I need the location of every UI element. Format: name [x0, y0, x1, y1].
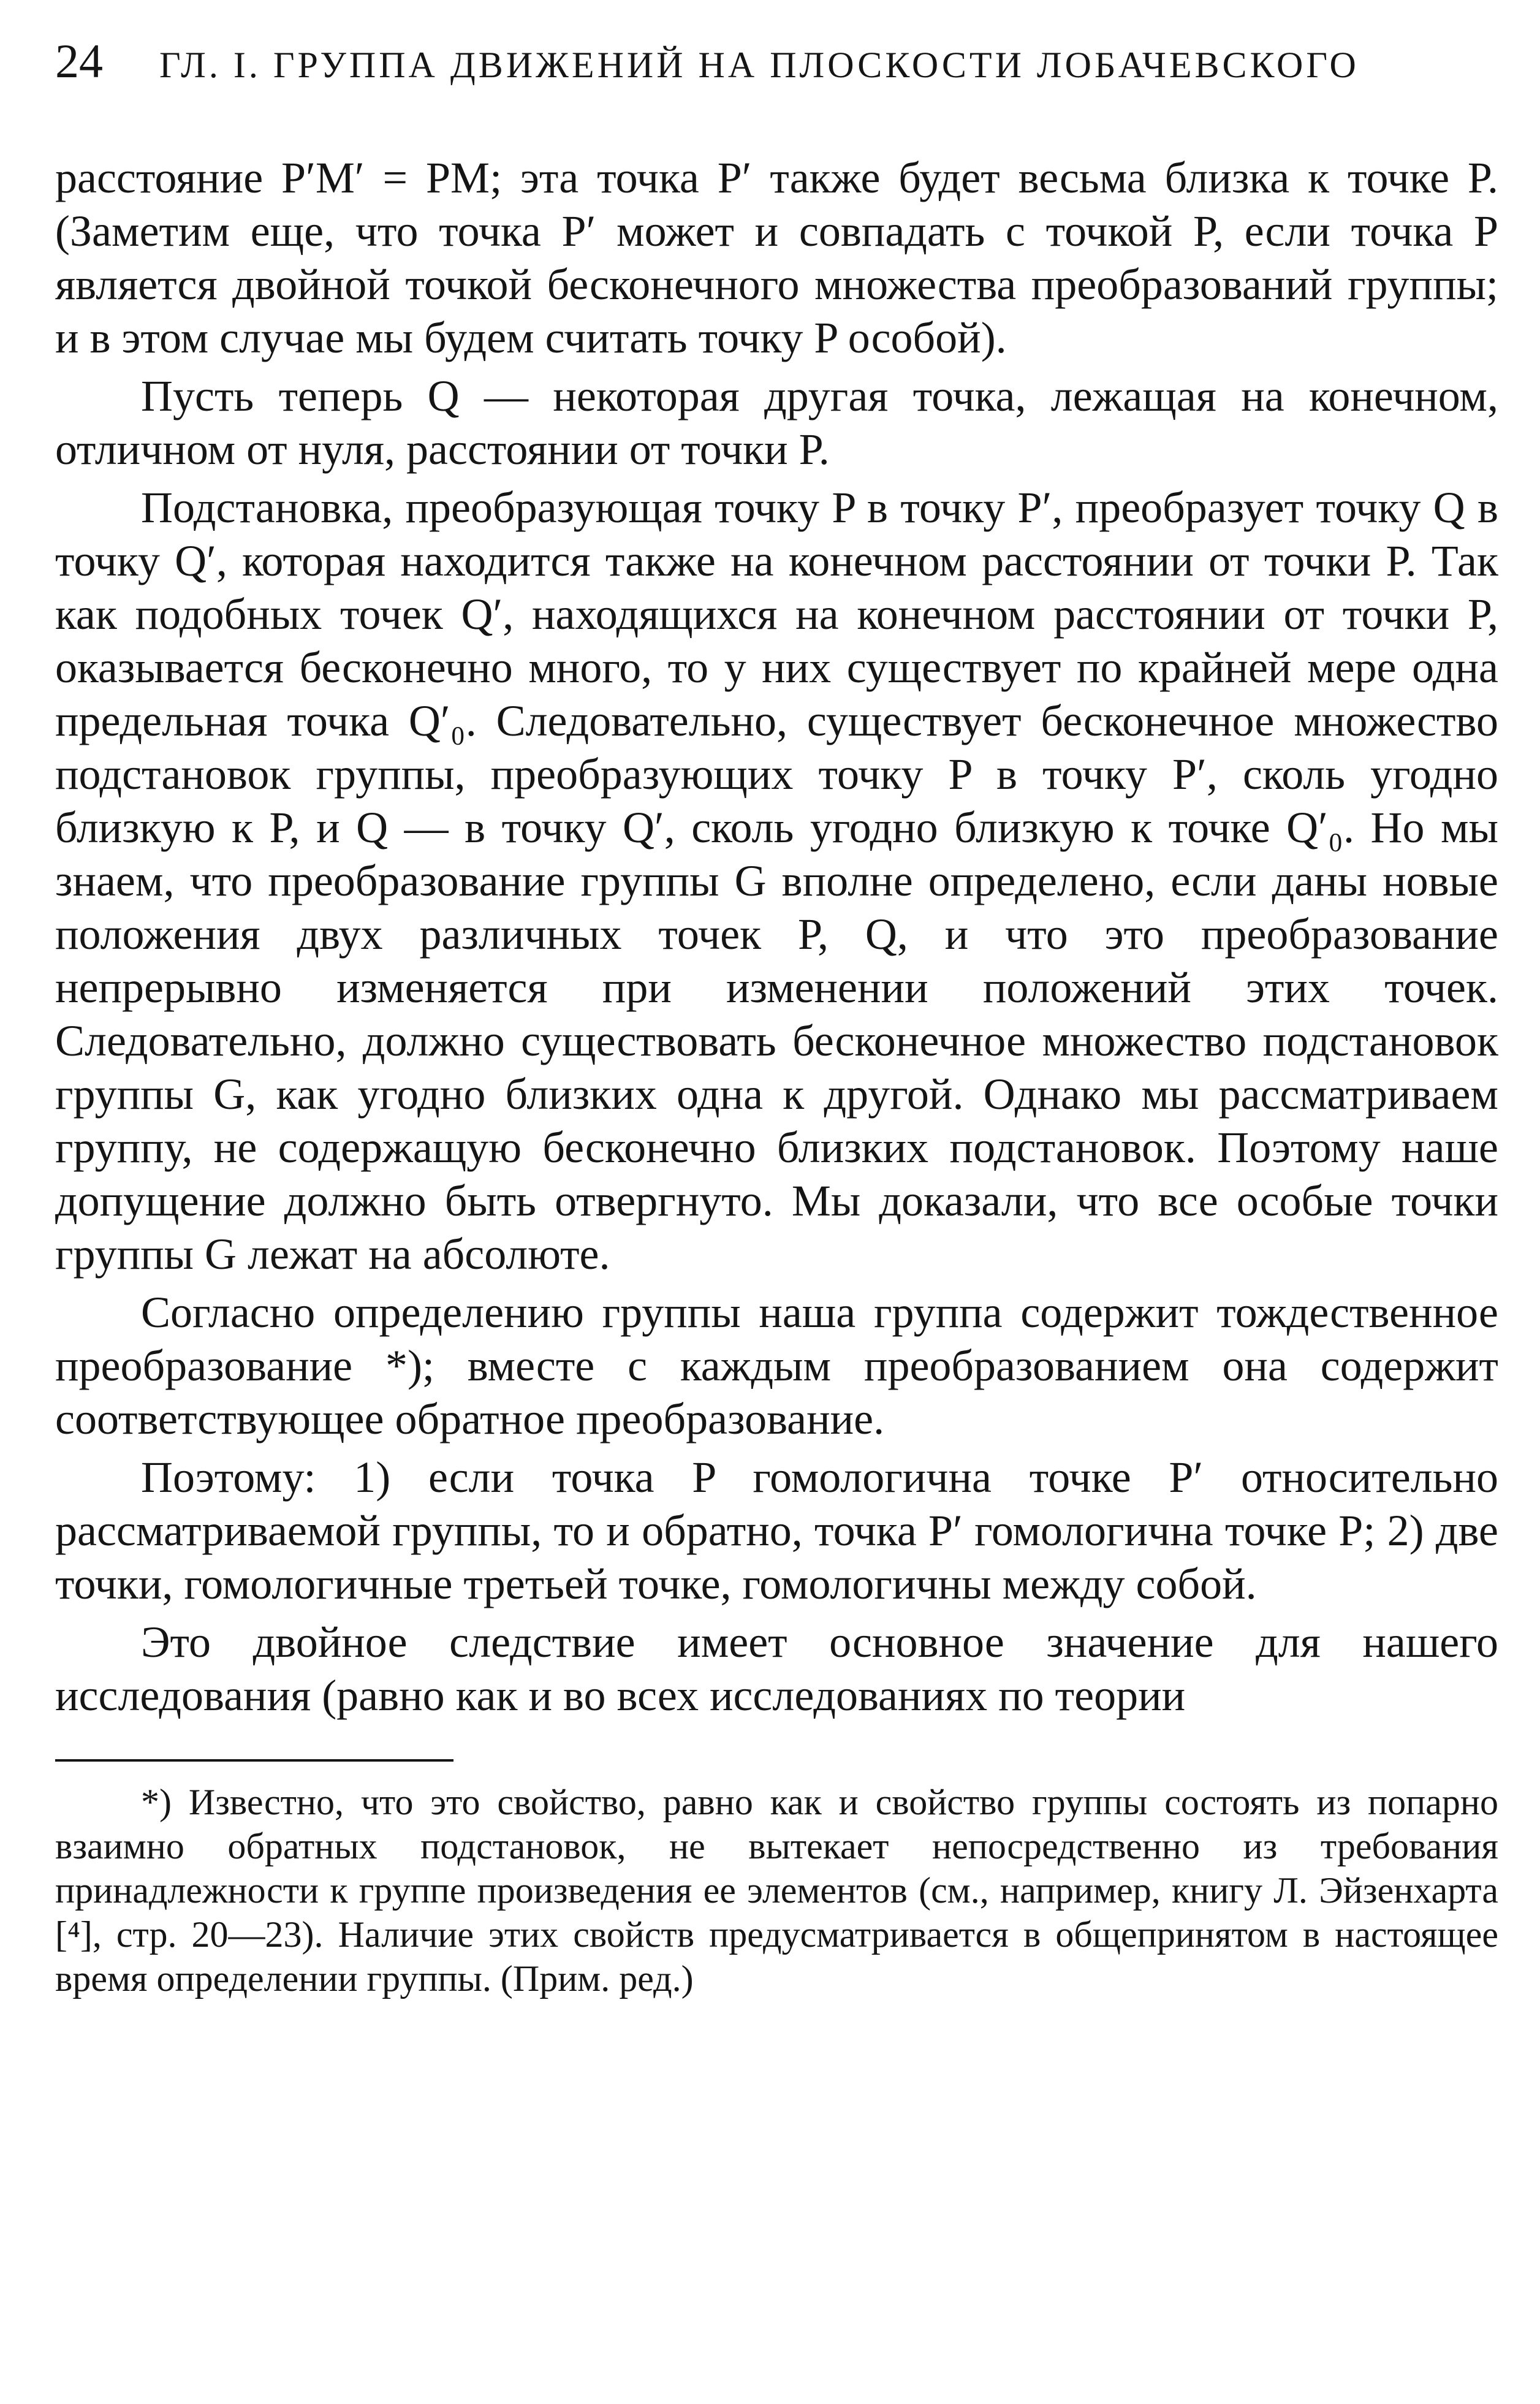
footnote-divider — [55, 1759, 453, 1762]
main-text — [55, 151, 1498, 1722]
page-number: 24 — [55, 34, 103, 88]
paragraph: Подстановка, преобразующая точку P в точку P′, преобразует точку Q в точку Q′, которая находится также на конечном расстоянии от точки P. Так как подобных точек Q′, находящихся на конечном расстоянии от точки P, оказывается бесконечно много, то у них существует по крайней мере одна предельная точка Q′₀. Следовательно, существует бесконечное множество подстановок группы, преобразующих точку P в точку P′, сколь угодно близкую к P, и Q — в точку Q′, сколь угодно близкую к точке Q′₀. Но мы знаем, что преобразование группы G вполне определено, если даны новые положения двух различных точек P, Q, и что это преобразование непрерывно изменяется при изменении положений этих точек. Следовательно, должно существовать бесконечное множество подстановок группы G, как угодно близких одна к другой. Однако мы рассматриваем группу, не содержащую бесконечно близких подстановок. Поэтому наше допущение должно быть отвергнуто. Мы доказали, что все особые точки группы G лежат на абсолюте. — [55, 483, 1498, 1279]
paragraph: Поэтому: 1) если точка P гомологична точке P′ относительно рассматриваемой группы, то и обратно, точка P′ гомологична точке P; 2) две точки, гомологичные третьей точке, гомологичны между собой. — [55, 1453, 1498, 1608]
page-header — [55, 34, 1498, 95]
paragraph-continuation: расстояние P′M′ = PM; эта точка P′ также будет весьма близка к точке P. (Заметим еще, что точка P′ может и совпадать с точкой P, если точка P является двойной точкой бесконечного множества преобразований группы; и в этом случае мы будем считать точку P особой). — [55, 153, 1498, 362]
paragraph: Пусть теперь Q — некоторая другая точка, лежащая на конечном, отличном от нуля, расстоянии от точки P. — [55, 371, 1498, 474]
book-page — [55, 34, 1498, 2001]
paragraph: Согласно определению группы наша группа содержит тождественное преобразование *); вместе с каждым преобразованием она содержит соответствующее обратное преобразование. — [55, 1288, 1498, 1444]
paragraph: Это двойное следствие имеет основное значение для нашего исследования (равно как и во всех исследованиях по теории — [55, 1618, 1498, 1720]
running-title: ГЛ. I. ГРУППА ДВИЖЕНИЙ НА ПЛОСКОСТИ ЛОБАЧЕВСКОГО — [159, 45, 1359, 85]
footnote: *) Известно, что это свойство, равно как и свойство группы состоять из попарно взаимно обратных подстановок, не вытекает непосредственно из требования принадлежности к группе произведения ее элементов (см., например, книгу Л. Эйзенхарта [⁴], стр. 20—23). Наличие этих свойств предусматривается в общепринятом в настоящее время определении группы. (Прим. ред.) — [55, 1782, 1498, 1999]
